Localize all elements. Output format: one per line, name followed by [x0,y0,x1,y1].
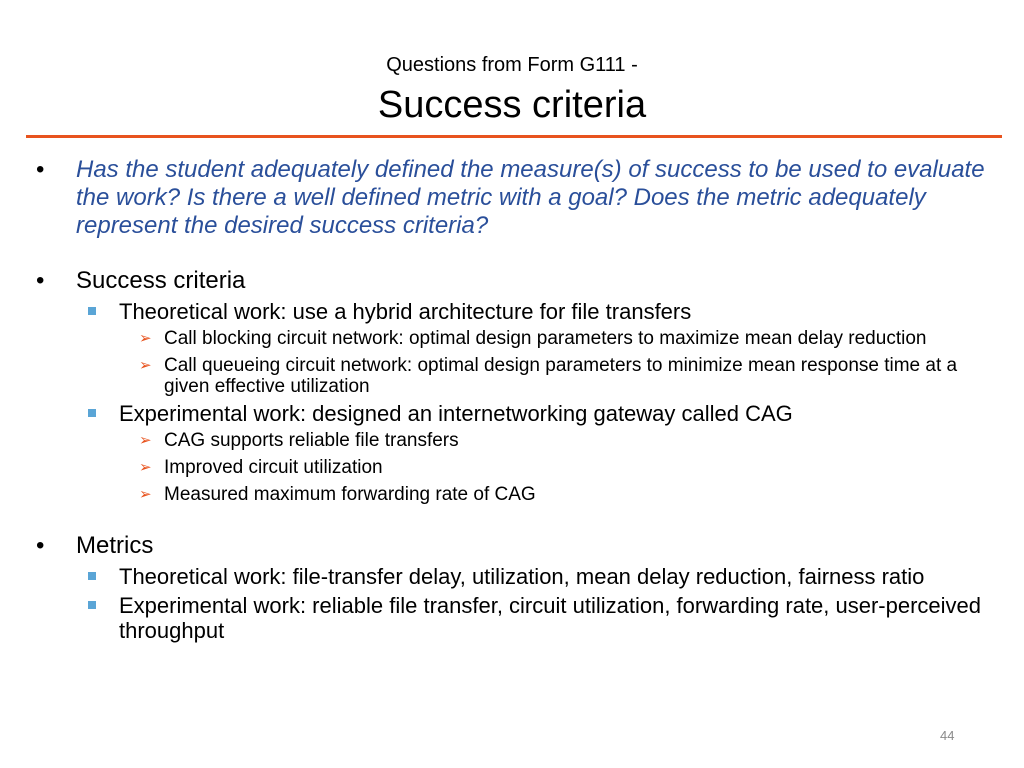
list-item-text: Call blocking circuit network: optimal design parameters to maximize mean delay reduction [164,328,927,349]
list-item [36,328,986,349]
list-item-text: CAG supports reliable file transfers [164,430,459,451]
list-item [36,564,986,589]
square-bullet-icon [88,307,96,315]
slide-title: Success criteria [377,84,647,126]
square-bullet-icon [88,601,96,609]
list-item [36,484,986,505]
list-item-text: Measured maximum forwarding rate of CAG [164,484,536,505]
page-number: 44 [940,728,955,743]
list-item-text: Improved circuit utilization [164,457,383,478]
list-item [36,593,986,643]
list-item [36,355,986,397]
bullet-dot-icon: • [36,267,45,294]
square-bullet-icon [88,572,96,580]
success-criteria-bullet [36,267,986,295]
list-item-text: Call queueing circuit network: optimal design parameters to minimize mean response time at a given effective utilization [164,355,958,397]
bullet-dot-icon: • [36,532,45,559]
list-item [36,457,986,478]
arrow-bullet-icon: ➢ [139,432,152,449]
theoretical-work-item [36,299,986,324]
list-item-text: Experimental work: reliable file transfer, circuit utilization, forwarding rate, user-perceived throughput [119,593,982,643]
metrics-bullet [36,532,986,560]
success-criteria-heading: Success criteria [76,267,246,294]
slide-subtitle: Questions from Form G111 - [386,54,638,76]
square-bullet-icon [88,409,96,417]
question-bullet [36,156,986,240]
list-item [36,430,986,451]
experimental-work-label: Experimental work: designed an internetworking gateway called CAG [119,401,793,426]
slide-content [36,156,986,643]
arrow-bullet-icon: ➢ [139,330,152,347]
theoretical-work-label: Theoretical work: use a hybrid architecture for file transfers [119,299,692,324]
bullet-dot-icon: • [36,156,45,183]
arrow-bullet-icon: ➢ [139,357,152,374]
list-item-text: Theoretical work: file-transfer delay, utilization, mean delay reduction, fairness ratio [119,564,925,589]
title-divider [26,135,1002,138]
question-text: Has the student adequately defined the measure(s) of success to be used to evaluate the work? Is there a well defined metric with a goal? Does the metric adequately represent the desired success criteria? [76,156,985,239]
arrow-bullet-icon: ➢ [139,486,152,503]
metrics-heading: Metrics [76,532,154,559]
arrow-bullet-icon: ➢ [139,459,152,476]
experimental-work-item [36,401,986,426]
